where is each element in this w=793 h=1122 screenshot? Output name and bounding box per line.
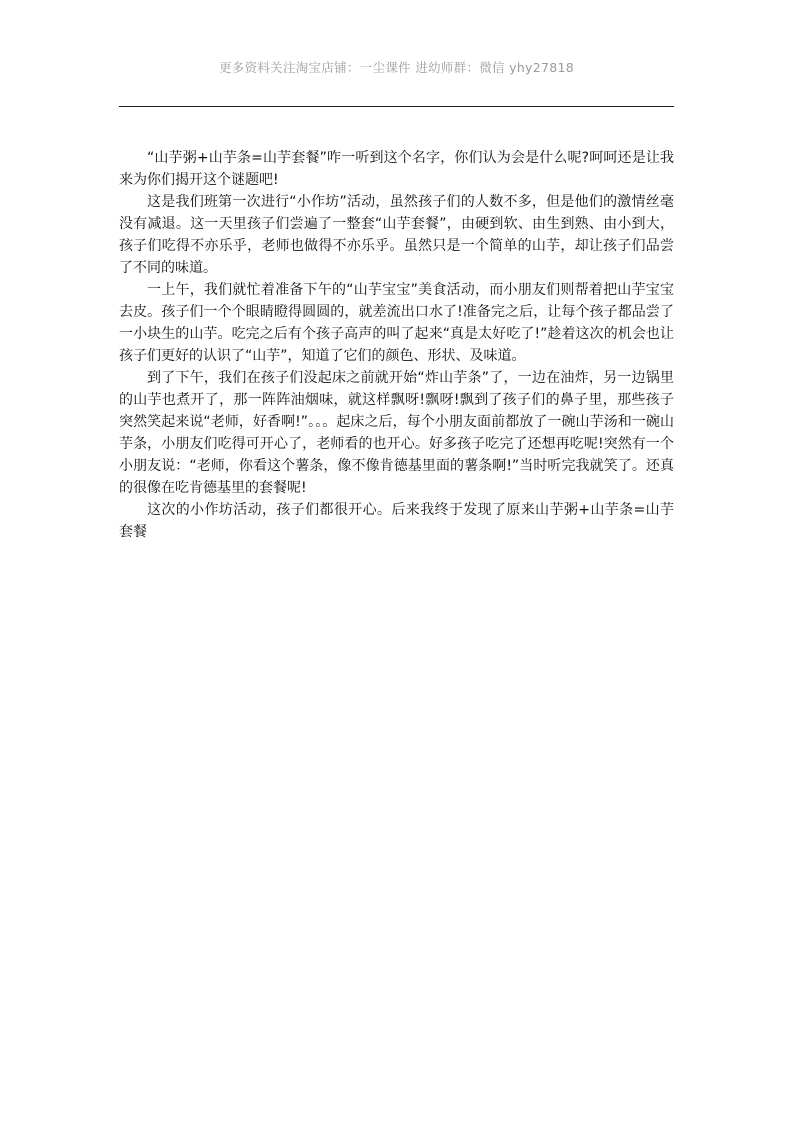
article-body xyxy=(119,147,674,543)
paragraph: 到了下午，我们在孩子们没起床之前就开始“炸山芋条”了，一边在油炸，另一边锅里的山芋也煮开了，那一阵阵油烟味，就这样飘呀!飘呀!飘到了孩子们的鼻子里，那些孩子突然笑起来说“老师，好香啊!”。。。起床之后，每个小朋友面前都放了一碗山芋汤和一碗山芋条，小朋友们吃得可开心了，老师看的也开心。好多孩子吃完了还想再吃呢!突然有一个小朋友说：“老师，你看这个薯条，像不像肯德基里面的薯条啊!”当时听完我就笑了。还真的很像在吃肯德基里的套餐呢! xyxy=(119,370,674,496)
page-header: 更多资料关注淘宝店铺：一尘课件 进幼师群：微信 yhy27818 xyxy=(218,60,575,75)
paragraph: 这是我们班第一次进行“小作坊”活动，虽然孩子们的人数不多，但是他们的激情丝毫没有减退。这一天里孩子们尝遍了一整套“山芋套餐”，由硬到软、由生到熟、由小到大，孩子们吃得不亦乐乎，老师也做得不亦乐乎。虽然只是一个简单的山芋，却让孩子们品尝了不同的味道。 xyxy=(119,194,674,276)
paragraph: “山芋粥+山芋条=山芋套餐”咋一听到这个名字，你们认为会是什么呢?呵呵还是让我来为你们揭开这个谜题吧! xyxy=(119,150,674,188)
paragraph: 一上午，我们就忙着准备下午的“山芋宝宝”美食活动，而小朋友们则帮着把山芋宝宝去皮。孩子们一个个眼睛瞪得圆圆的，就差流出口水了!准备完之后，让每个孩子都品尝了一小块生的山芋。吃完之后有个孩子高声的叫了起来“真是太好吃了!”趁着这次的机会也让孩子们更好的认识了“山芋”，知道了它们的颜色、形状、及味道。 xyxy=(119,282,674,364)
header-divider xyxy=(119,106,674,107)
paragraph: 这次的小作坊活动，孩子们都很开心。后来我终于发现了原来山芋粥+山芋条=山芋套餐 xyxy=(119,502,674,540)
